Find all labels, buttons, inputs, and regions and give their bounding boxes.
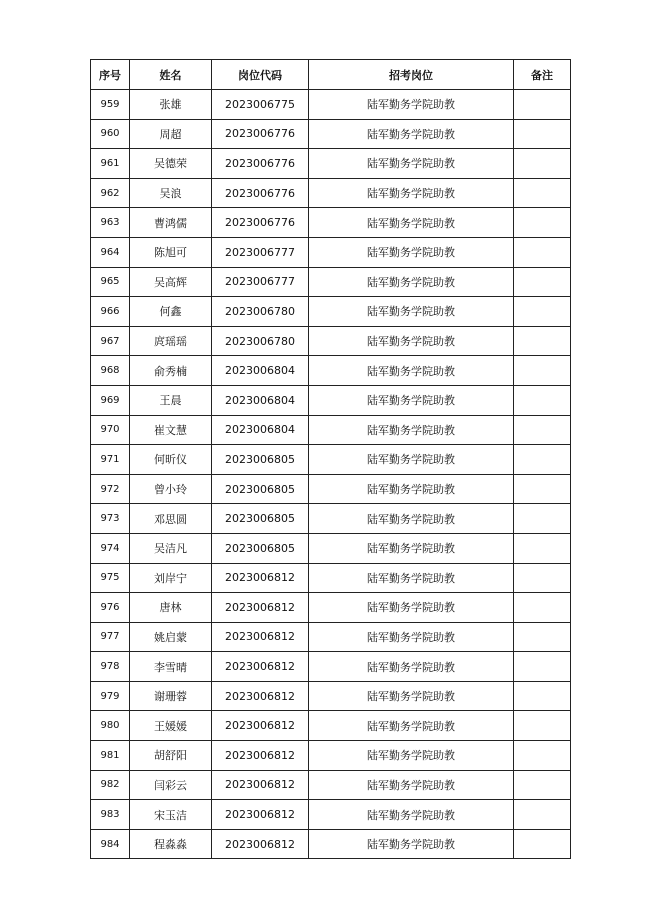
cell-remark	[514, 504, 571, 534]
cell-code: 2023006776	[212, 119, 309, 149]
cell-remark	[514, 593, 571, 623]
cell-remark	[514, 563, 571, 593]
header-position: 招考岗位	[309, 60, 514, 90]
table-row	[91, 829, 571, 859]
cell-code: 2023006777	[212, 267, 309, 297]
cell-position: 陆军勤务学院助教	[309, 770, 514, 800]
cell-code: 2023006812	[212, 741, 309, 771]
cell-seq: 976	[91, 593, 130, 623]
cell-code: 2023006804	[212, 385, 309, 415]
cell-seq: 962	[91, 178, 130, 208]
cell-name: 何昕仪	[130, 445, 212, 475]
cell-position: 陆军勤务学院助教	[309, 267, 514, 297]
table-row	[91, 326, 571, 356]
header-seq: 序号	[91, 60, 130, 90]
cell-seq: 971	[91, 445, 130, 475]
cell-seq: 966	[91, 297, 130, 327]
cell-position: 陆军勤务学院助教	[309, 711, 514, 741]
cell-seq: 984	[91, 829, 130, 859]
cell-seq: 967	[91, 326, 130, 356]
table-row	[91, 267, 571, 297]
cell-remark	[514, 829, 571, 859]
cell-remark	[514, 445, 571, 475]
cell-position: 陆军勤务学院助教	[309, 385, 514, 415]
cell-remark	[514, 800, 571, 830]
cell-position: 陆军勤务学院助教	[309, 90, 514, 120]
cell-name: 邓思圆	[130, 504, 212, 534]
cell-remark	[514, 149, 571, 179]
cell-position: 陆军勤务学院助教	[309, 741, 514, 771]
cell-seq: 975	[91, 563, 130, 593]
cell-remark	[514, 297, 571, 327]
cell-seq: 981	[91, 741, 130, 771]
cell-position: 陆军勤务学院助教	[309, 119, 514, 149]
cell-name: 周超	[130, 119, 212, 149]
table-row	[91, 504, 571, 534]
cell-code: 2023006776	[212, 208, 309, 238]
cell-code: 2023006804	[212, 415, 309, 445]
cell-code: 2023006805	[212, 474, 309, 504]
cell-name: 吴浪	[130, 178, 212, 208]
cell-name: 谢珊蓉	[130, 681, 212, 711]
table-row	[91, 90, 571, 120]
cell-position: 陆军勤务学院助教	[309, 504, 514, 534]
cell-name: 何鑫	[130, 297, 212, 327]
cell-seq: 972	[91, 474, 130, 504]
cell-remark	[514, 681, 571, 711]
cell-name: 陈旭可	[130, 237, 212, 267]
cell-seq: 968	[91, 356, 130, 386]
roster-table	[90, 59, 571, 859]
cell-name: 曾小玲	[130, 474, 212, 504]
cell-name: 程淼淼	[130, 829, 212, 859]
cell-position: 陆军勤务学院助教	[309, 533, 514, 563]
cell-code: 2023006776	[212, 149, 309, 179]
cell-name: 王晨	[130, 385, 212, 415]
table-row	[91, 563, 571, 593]
table-row	[91, 297, 571, 327]
cell-seq: 980	[91, 711, 130, 741]
table-header	[91, 60, 571, 90]
cell-remark	[514, 741, 571, 771]
cell-seq: 982	[91, 770, 130, 800]
cell-remark	[514, 711, 571, 741]
table-row	[91, 652, 571, 682]
cell-remark	[514, 356, 571, 386]
cell-remark	[514, 267, 571, 297]
cell-remark	[514, 90, 571, 120]
cell-seq: 963	[91, 208, 130, 238]
table-row	[91, 770, 571, 800]
cell-name: 闫彩云	[130, 770, 212, 800]
cell-remark	[514, 178, 571, 208]
cell-code: 2023006812	[212, 563, 309, 593]
header-remark: 备注	[514, 60, 571, 90]
cell-code: 2023006805	[212, 504, 309, 534]
cell-name: 张雄	[130, 90, 212, 120]
cell-position: 陆军勤务学院助教	[309, 563, 514, 593]
table-row	[91, 800, 571, 830]
cell-name: 吴洁凡	[130, 533, 212, 563]
cell-position: 陆军勤务学院助教	[309, 178, 514, 208]
table-row	[91, 149, 571, 179]
cell-name: 宋玉洁	[130, 800, 212, 830]
cell-code: 2023006812	[212, 652, 309, 682]
cell-name: 李雪晴	[130, 652, 212, 682]
cell-position: 陆军勤务学院助教	[309, 829, 514, 859]
cell-position: 陆军勤务学院助教	[309, 237, 514, 267]
cell-remark	[514, 622, 571, 652]
cell-position: 陆军勤务学院助教	[309, 415, 514, 445]
table-row	[91, 533, 571, 563]
table-row	[91, 711, 571, 741]
cell-remark	[514, 119, 571, 149]
cell-seq: 959	[91, 90, 130, 120]
cell-code: 2023006805	[212, 533, 309, 563]
cell-name: 俞秀楠	[130, 356, 212, 386]
table-row	[91, 415, 571, 445]
cell-code: 2023006805	[212, 445, 309, 475]
cell-code: 2023006812	[212, 711, 309, 741]
cell-name: 崔文慧	[130, 415, 212, 445]
cell-remark	[514, 770, 571, 800]
cell-seq: 979	[91, 681, 130, 711]
cell-seq: 974	[91, 533, 130, 563]
header-name: 姓名	[130, 60, 212, 90]
cell-seq: 973	[91, 504, 130, 534]
header-row	[91, 60, 571, 90]
cell-seq: 960	[91, 119, 130, 149]
cell-remark	[514, 533, 571, 563]
cell-position: 陆军勤务学院助教	[309, 474, 514, 504]
cell-position: 陆军勤务学院助教	[309, 681, 514, 711]
table-row	[91, 237, 571, 267]
table-row	[91, 208, 571, 238]
cell-name: 庹瑶瑶	[130, 326, 212, 356]
cell-seq: 964	[91, 237, 130, 267]
cell-code: 2023006812	[212, 829, 309, 859]
cell-seq: 969	[91, 385, 130, 415]
cell-seq: 977	[91, 622, 130, 652]
cell-name: 吴德荣	[130, 149, 212, 179]
cell-name: 刘岸宁	[130, 563, 212, 593]
cell-code: 2023006812	[212, 800, 309, 830]
cell-code: 2023006777	[212, 237, 309, 267]
cell-code: 2023006812	[212, 681, 309, 711]
header-code: 岗位代码	[212, 60, 309, 90]
cell-name: 曹鸿儒	[130, 208, 212, 238]
table-row	[91, 622, 571, 652]
cell-position: 陆军勤务学院助教	[309, 208, 514, 238]
table-row	[91, 741, 571, 771]
cell-position: 陆军勤务学院助教	[309, 326, 514, 356]
cell-seq: 961	[91, 149, 130, 179]
cell-name: 唐林	[130, 593, 212, 623]
table-row	[91, 445, 571, 475]
cell-code: 2023006812	[212, 622, 309, 652]
cell-remark	[514, 474, 571, 504]
cell-code: 2023006776	[212, 178, 309, 208]
cell-code: 2023006804	[212, 356, 309, 386]
table-row	[91, 119, 571, 149]
cell-position: 陆军勤务学院助教	[309, 622, 514, 652]
cell-remark	[514, 326, 571, 356]
table-row	[91, 593, 571, 623]
cell-remark	[514, 208, 571, 238]
table-row	[91, 681, 571, 711]
cell-code: 2023006812	[212, 770, 309, 800]
cell-position: 陆军勤务学院助教	[309, 800, 514, 830]
cell-remark	[514, 652, 571, 682]
cell-name: 王媛媛	[130, 711, 212, 741]
cell-position: 陆军勤务学院助教	[309, 652, 514, 682]
cell-position: 陆军勤务学院助教	[309, 356, 514, 386]
table-body	[91, 90, 571, 859]
cell-seq: 978	[91, 652, 130, 682]
table-row	[91, 474, 571, 504]
cell-position: 陆军勤务学院助教	[309, 593, 514, 623]
cell-name: 胡舒阳	[130, 741, 212, 771]
cell-code: 2023006775	[212, 90, 309, 120]
cell-name: 吴高辉	[130, 267, 212, 297]
cell-position: 陆军勤务学院助教	[309, 149, 514, 179]
cell-name: 姚启蒙	[130, 622, 212, 652]
cell-seq: 965	[91, 267, 130, 297]
cell-remark	[514, 237, 571, 267]
cell-code: 2023006812	[212, 593, 309, 623]
cell-position: 陆军勤务学院助教	[309, 297, 514, 327]
cell-seq: 983	[91, 800, 130, 830]
cell-code: 2023006780	[212, 326, 309, 356]
table-row	[91, 178, 571, 208]
table-row	[91, 356, 571, 386]
table-row	[91, 385, 571, 415]
cell-code: 2023006780	[212, 297, 309, 327]
cell-remark	[514, 415, 571, 445]
cell-position: 陆军勤务学院助教	[309, 445, 514, 475]
cell-seq: 970	[91, 415, 130, 445]
cell-remark	[514, 385, 571, 415]
